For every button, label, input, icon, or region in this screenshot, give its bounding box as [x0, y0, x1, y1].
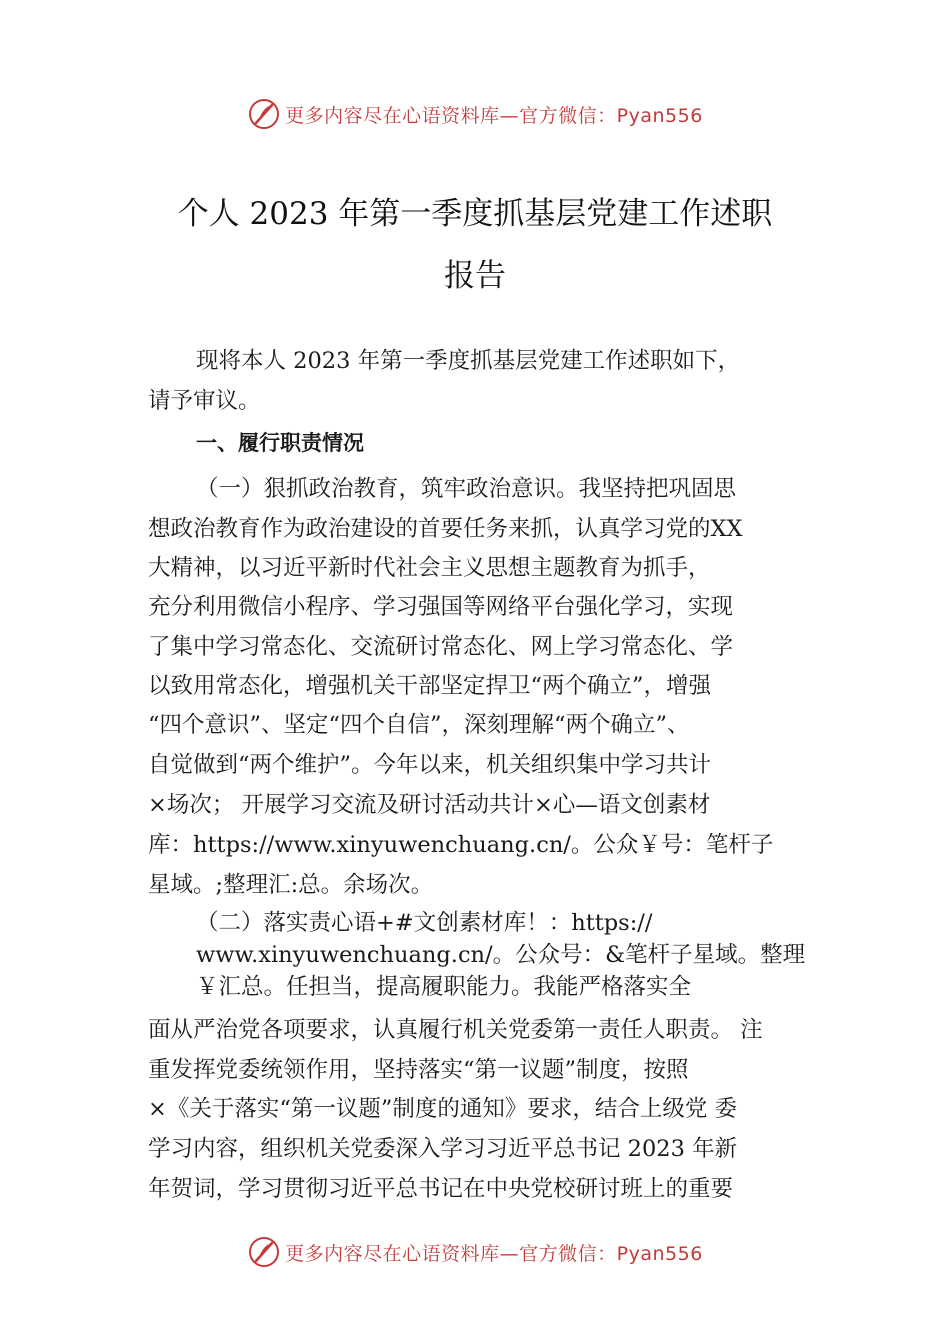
body-line: 星域。;整理汇:总。余场次。	[148, 872, 434, 898]
body-line: 大精神，以习近平新时代社会主义思想主题教育为抓手，	[148, 555, 711, 581]
body-line: www.xinyuwenchuang.cn/。公众号：&笔杆子星域。整理	[196, 942, 806, 968]
watermark-banner-top	[0, 94, 950, 134]
body-line: 学习内容，组织机关党委深入学习习近平总书记 2023 年新	[148, 1136, 738, 1162]
body-line: ￥汇总。任担当，提高履职能力。我能严格落实全	[196, 974, 692, 1000]
body-line: ×场次； 开展学习交流及研讨活动共计×心—语文创素材	[148, 792, 711, 818]
document-title-line-1: 个人 2023 年第一季度抓基层党建工作述职	[177, 196, 773, 232]
watermark-text: 更多内容尽在心语资料库—官方微信：Pyan556	[285, 1242, 703, 1265]
body-line: 现将本人 2023 年第一季度抓基层党建工作述职如下，	[196, 348, 741, 374]
watermark-banner-bottom	[0, 1232, 950, 1272]
body-line: 年贺词，学习贯彻习近平总书记在中央党校研讨班上的重要	[148, 1176, 734, 1202]
body-line: 自觉做到“两个维护”。今年以来，机关组织集中学习共计	[148, 752, 712, 778]
body-line: 以致用常态化，增强机关干部坚定捍卫“两个确立”，增强	[148, 673, 712, 699]
body-line: 重发挥党委统领作用，坚持落实“第一议题”制度，按照	[148, 1057, 689, 1083]
quill-logo-icon	[247, 97, 281, 131]
document-title-line-2: 报告	[444, 258, 506, 294]
body-line: ×《关于落实“第一议题”制度的通知》要求，结合上级党 委	[148, 1096, 738, 1122]
body-line: 库：https://www.xinyuwenchuang.cn/。公众￥号：笔杆子	[148, 832, 774, 858]
body-line: 了集中学习常态化、交流研讨常态化、网上学习常态化、学	[148, 634, 734, 660]
body-line: 请予审议。	[148, 388, 261, 414]
body-line: “四个意识”、坚定“四个自信”，深刻理解“两个确立”、	[148, 712, 690, 738]
quill-logo-icon	[247, 1235, 281, 1269]
body-line: （二）落实责心语+#文创素材库！：https://	[196, 910, 653, 936]
section-heading: 一、履行职责情况	[196, 431, 364, 455]
body-line: 面从严治党各项要求，认真履行机关党委第一责任人职责。 注	[148, 1017, 763, 1043]
body-line: 充分利用微信小程序、学习强国等网络平台强化学习，实现	[148, 594, 734, 620]
watermark-text: 更多内容尽在心语资料库—官方微信：Pyan556	[285, 104, 703, 127]
body-line: （一）狠抓政治教育，筑牢政治意识。我坚持把巩固思	[196, 476, 737, 502]
body-line: 想政治教育作为政治建设的首要任务来抓，认真学习党的XX	[148, 516, 743, 542]
